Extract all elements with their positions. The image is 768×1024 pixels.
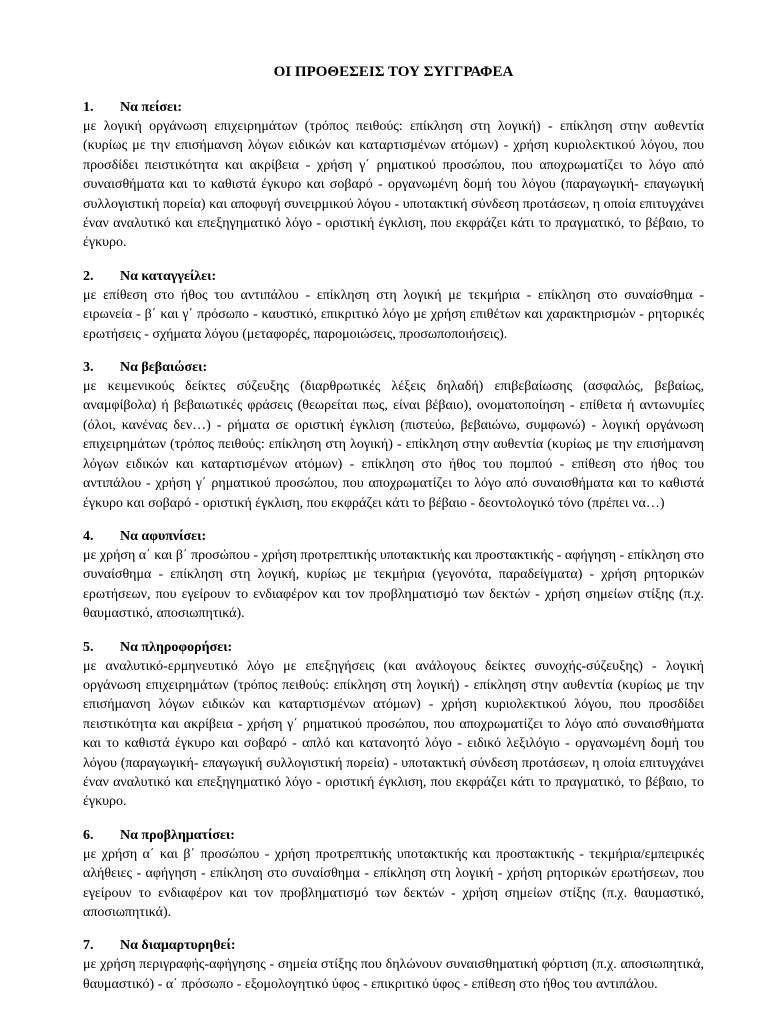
section-heading — [83, 827, 704, 845]
section-body: με επίθεση στο ήθος του αντιπάλου - επίκληση στη λογική με τεκμήρια - επίκληση στο συναίσθημα - ειρωνεία - β΄ και γ΄ πρόσωπο - καυστικό, επικριτικό λόγο με χρήση επιθέτων και χαρακτηρισμών - ρητορικές ερωτήσεις - σχήματα λόγου (μεταφορές, παρομοιώσεις, προσωποποιήσεις). — [83, 287, 704, 342]
section-body: με χρήση α΄ και β΄ προσώπου - χρήση προτρεπτικής υποτακτικής και προστακτικής - αφήγηση - επίκληση στο συναίσθημα - επίκληση στη λογική, κυρίως με τεκμήρια (γεγονότα, παραδείγματα) - χρήση ρητορικών ερωτήσεων, που εγείρουν το ενδιαφέρον και τον προβληματισμό των δεκτών - χρήση σημείων στίξης (π.χ. θαυμαστικό, αποσιωπητικά). — [83, 547, 704, 622]
section-title: Να πληροφορήσει: — [120, 639, 233, 655]
section-1 — [83, 99, 704, 253]
section-number: 2. — [83, 268, 94, 284]
section-5 — [83, 639, 704, 812]
section-number: 7. — [83, 938, 94, 954]
section-heading — [83, 99, 704, 117]
section-body: με αναλυτικό-ερμηνευτικό λόγο με επεξηγήσεις (και ανάλογους δείκτες συνοχής-σύζευξης) - λογική οργάνωση επιχειρημάτων (τρόπος πειθούς: επίκληση στη λογική) - επίκληση στην αυθεντία (κυρίως με την επισήμανση λόγων ειδικών και καταρτισμένων ατόμων) - χρήση κυριολεκτικού λόγου, που προσδίδει πειστικότητα και ακρίβεια - χρήση γ΄ ρηματικού προσώπου, που αποχρωματίζει το λόγο από συναισθήματα και το καθιστά έγκυρο και σοβαρό - απλό και κατανοητό λόγο - ειδικό λεξιλόγιο - οργανωμένη δομή του λόγου (παραγωγική- επαγωγική συλλογιστική πορεία) - υποτακτική σύνδεση προτάσεων, η οποία επιτυγχάνει έναν αναλυτικό και επεξηγηματικό λόγο - οριστική έγκλιση, που εκφράζει κάτι το πραγματικό, το βέβαιο, το έγκυρο. — [83, 658, 704, 810]
section-body: με λογική οργάνωση επιχειρημάτων (τρόπος πειθούς: επίκληση στη λογική) - επίκληση στην αυθεντία (κυρίως με την επισήμανση λόγων ειδικών και καταρτισμένων ατόμων) - χρήση κυριολεκτικού λόγου, που προσδίδει πειστικότητα και ακρίβεια - χρήση γ΄ ρηματικού προσώπου, που αποχρωματίζει το λόγο από συναισθήματα και το καθιστά έγκυρο και σοβαρό - οργανωμένη δομή του λόγου (παραγωγική- επαγωγική συλλογιστική πορεία) και αποφυγή συνειρμικού λόγου - υποτακτική σύνδεση προτάσεων, η οποία επιτυγχάνει έναν αναλυτικό και επεξηγηματικό λόγο - οριστική έγκλιση, που εκφράζει κάτι το πραγματικό, το βέβαιο, το έγκυρο. — [83, 119, 704, 251]
section-title: Να βεβαιώσει: — [120, 360, 208, 376]
section-2 — [83, 268, 704, 344]
section-number: 5. — [83, 639, 94, 655]
section-body: με χρήση περιγραφής-αφήγησης - σημεία στίξης που δηλώνουν συναισθηματική φόρτιση (π.χ. αποσιωπητικά, θαυμαστικό) - α΄ πρόσωπο - εξομολογητικό ύφος - επικριτικό ύφος - επίθεση στο ήθος του αντιπάλου. — [83, 957, 704, 992]
section-title: Να πείσει: — [120, 100, 183, 115]
section-title: Να αφυπνίσει: — [120, 528, 207, 544]
section-heading — [83, 937, 704, 955]
section-heading — [83, 359, 704, 377]
section-title: Να διαμαρτυρηθεί: — [120, 938, 236, 954]
section-title: Να καταγγείλει: — [120, 268, 217, 284]
section-number: 3. — [83, 360, 94, 376]
document-title: ΟΙ ΠΡΟΘΕΣΕΙΣ ΤΟΥ ΣΥΓΓΡΑΦΕΑ — [273, 64, 514, 80]
section-number: 6. — [83, 827, 94, 843]
section-3 — [83, 359, 704, 513]
section-heading — [83, 268, 704, 286]
section-title: Να προβληματίσει: — [120, 827, 235, 843]
section-body: με χρήση α΄ και β΄ προσώπου - χρήση προτρεπτικής υποτακτικής και προστακτικής - τεκμήρια/εμπειρικές αλήθειες - αφήγηση - επίκληση στο συναίσθημα - επίκληση στη λογική - χρήση ρητορικών ερωτήσεων, που εγείρουν το ενδιαφέρον και τον προβληματισμό των δεκτών - χρήση σημείων στίξης (π.χ. θαυμαστικό, αποσιωπητικά). — [83, 846, 704, 920]
section-6 — [83, 827, 704, 923]
document-page — [83, 62, 704, 1009]
section-number: 4. — [83, 528, 94, 544]
section-body: με κειμενικούς δείκτες σύζευξης (διαρθρωτικές λέξεις δηλαδή) επιβεβαίωσης (ασφαλώς, βεβαίως, αναμφίβολα) ή βεβαιωτικές φράσεις (θεωρείται πως, είναι βέβαιο), ονοματοποίηση - επίθετα ή αντωνυμίες (όλοι, κανένας δεν…) - ρήματα σε οριστική έγκλιση (πιστεύω, βεβαιώνω, συμφωνώ) - λογική οργάνωση επιχειρημάτων (τρόπος πειθούς: επίκληση στη λογική) - επίκληση στην αυθεντία (κυρίως με την επισήμανση λόγων ειδικών και καταρτισμένων ατόμων) - επίκληση στο ήθος του πομπού - επίθεση στο ήθος του αντιπάλου - χρήση γ΄ ρηματικού προσώπου, που αποχρωματίζει το λόγο από συναισθήματα και το καθιστά έγκυρο και σοβαρό - οριστική έγκλιση, που εκφράζει κάτι το βέβαιο - δεοντολογικό τόνο (πρέπει να…) — [83, 379, 704, 511]
section-heading — [83, 639, 704, 657]
section-number: 1. — [83, 100, 94, 115]
section-heading — [83, 528, 704, 546]
section-7 — [83, 937, 704, 994]
section-4 — [83, 528, 704, 624]
